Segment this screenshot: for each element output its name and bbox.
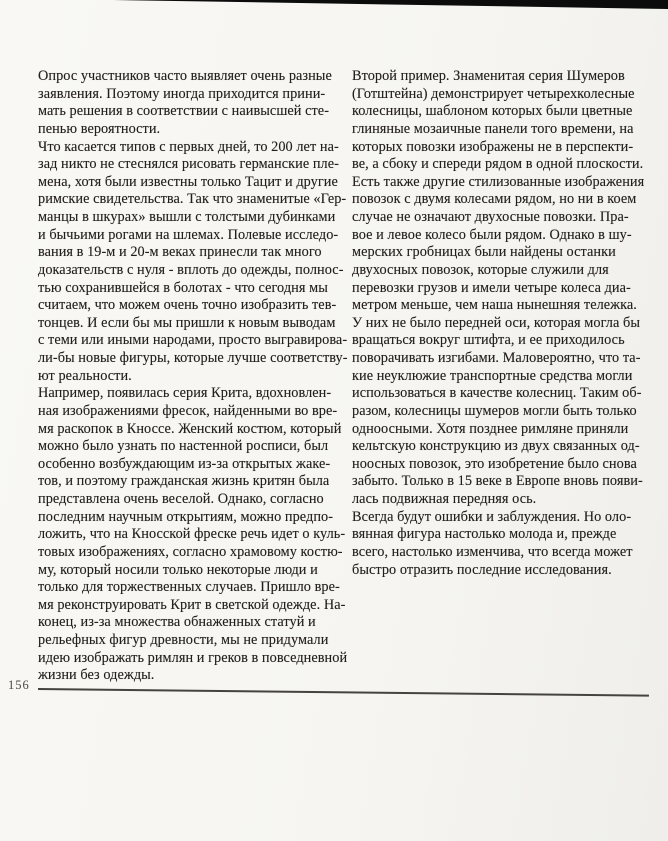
text-line: мена, хотя были известны только Тацит и другие bbox=[38, 173, 338, 190]
text-line: рельефных фигур древности, мы не придумали bbox=[38, 632, 329, 648]
text-line: вянная фигура настолько молода и, прежде bbox=[352, 526, 617, 543]
text-line: тов, и поэтому гражданская жизнь критян была bbox=[38, 473, 330, 490]
text-line: манцы в шкурах» вышли с толстыми дубинками bbox=[38, 209, 336, 225]
text-line: особенно возбуждающим из-за открытых жаке- bbox=[38, 455, 331, 472]
text-line: му, который носили только некоторые люди и bbox=[38, 561, 318, 578]
text-line: ют реальности. bbox=[38, 367, 132, 384]
text-line: вания в 19-м и 20-м веках принесли так много bbox=[38, 244, 322, 261]
text-line: римские свидетельства. Так что знаменитые «Гер- bbox=[38, 191, 347, 208]
text-line: мя реконструировать Крит в светской одежде. На- bbox=[38, 596, 346, 613]
text-line: двухосных повозок, которые служили для bbox=[352, 261, 609, 278]
text-line: Есть также другие стилизованные изображения bbox=[352, 173, 645, 190]
text-line: с теми или иными народами, просто выгравирова- bbox=[38, 332, 348, 349]
text-line: забыто. Только в 15 веке в Европе вновь появи- bbox=[352, 473, 643, 490]
text-line: ли-бы новые фигуры, которые лучше соответству- bbox=[38, 350, 348, 366]
text-line: зад никто не стеснялся рисовать германские пле- bbox=[38, 156, 339, 173]
page-number: 156 bbox=[8, 678, 30, 692]
text-line: ложить, что на Кносской фреске речь идет о куль- bbox=[38, 526, 346, 543]
text-line: кельтскую конструкцию из двух связанных од- bbox=[352, 438, 640, 455]
text-line: использоваться в качестве колесниц. Таким об- bbox=[352, 385, 642, 402]
text-line: быстро отразить последние исследования. bbox=[352, 561, 612, 578]
text-line: тью сохранившейся в болотах - что сегодня мы bbox=[38, 279, 328, 296]
text-line: доказательств с нуля - вплоть до одежды, полнос- bbox=[38, 261, 344, 278]
text-line: вращаться вокруг штифта, и ее приходилось bbox=[352, 332, 625, 349]
text-line: мать решения в соответствии с наивысшей сте- bbox=[38, 103, 329, 120]
text-line: глиняные мозаичные панели того времени, на bbox=[352, 120, 634, 137]
text-line: повозок с двумя колесами рядом, но ни в коем bbox=[352, 191, 637, 208]
text-line: заявления. Поэтому иногда приходится прини- bbox=[38, 85, 326, 102]
text-line: У них не было передней оси, которая могла бы bbox=[352, 314, 640, 331]
scan-edge-top bbox=[0, 0, 668, 9]
text-line: Второй пример. Знаменитая серия Шумеров bbox=[352, 68, 625, 84]
text-line: всего, настолько изменчива, что всегда может bbox=[352, 543, 633, 560]
text-line: Что касается типов с первых дней, то 200 лет на- bbox=[38, 138, 339, 155]
text-line: считаем, что можем очень точно изобразить тев- bbox=[38, 297, 337, 314]
text-line: вое и левое колесо были рядом. Однако в шу- bbox=[352, 226, 632, 243]
text-line: лась подвижная передняя ось. bbox=[352, 491, 537, 507]
text-line: пенью вероятности. bbox=[38, 120, 161, 137]
text-line: кие неуклюжие транспортные средства могли bbox=[352, 367, 633, 384]
text-line: идею изображать римлян и греков в повседневной bbox=[38, 649, 348, 666]
text-line: мя раскопок в Кноссе. Женский костюм, который bbox=[38, 420, 342, 437]
text-line: метром меньше, чем наша нынешняя тележка. bbox=[352, 297, 637, 314]
text-line: можно было узнать по настенной росписи, был bbox=[38, 438, 329, 455]
text-line: тонцев. И если бы мы пришли к новым выводам bbox=[38, 314, 336, 331]
text-line: ноосных повозок, это изобретение было снова bbox=[352, 455, 637, 472]
text-line: Всегда будут ошибки и заблуждения. Но оло- bbox=[352, 508, 632, 525]
footer-rule bbox=[38, 688, 649, 696]
text-line: случае не означают двухосные повозки. Пра- bbox=[352, 209, 629, 225]
text-line: разом, колесницы шумеров могли быть только bbox=[352, 402, 637, 419]
text-line: жизни без одежды. bbox=[38, 667, 155, 684]
left-text-column bbox=[38, 68, 352, 685]
text-line: (Готштейна) демонстрирует четырехколесные bbox=[352, 85, 635, 102]
text-line: которых повозки изображены не в перспекти- bbox=[352, 138, 634, 155]
text-line: последним научным открытиям, можно предпо- bbox=[38, 508, 334, 525]
text-line: ве, а сбоку и спереди рядом в одной плоскости. bbox=[352, 156, 644, 173]
text-line: мерских гробницах были найдены останки bbox=[352, 244, 616, 261]
text-line: колесницы, шаблоном которых были цветные bbox=[352, 103, 633, 120]
text-line: и бычьими рогами на шлемах. Полевые исследо- bbox=[38, 226, 339, 243]
right-text-column bbox=[352, 68, 660, 579]
text-line: перевозки грузов и имели четыре колеса диа- bbox=[352, 279, 631, 296]
text-line: Например, появилась серия Крита, вдохновлен- bbox=[38, 385, 332, 402]
text-line: ная изображениями фресок, найденными во вре- bbox=[38, 402, 338, 419]
text-line: одноосными. Хотя позднее римляне приняли bbox=[352, 420, 629, 437]
text-line: товых изображениях, согласно храмовому костю- bbox=[38, 543, 343, 560]
text-line: представлена очень веселой. Однако, согласно bbox=[38, 491, 324, 507]
text-line: конец, из-за множества обнаженных статуй и bbox=[38, 614, 316, 631]
text-line: только для торжественных случаев. Пришло вре- bbox=[38, 579, 340, 596]
text-line: Опрос участников часто выявляет очень разные bbox=[38, 68, 332, 84]
text-line: поворачивать изгибами. Маловероятно, что та- bbox=[352, 350, 641, 366]
